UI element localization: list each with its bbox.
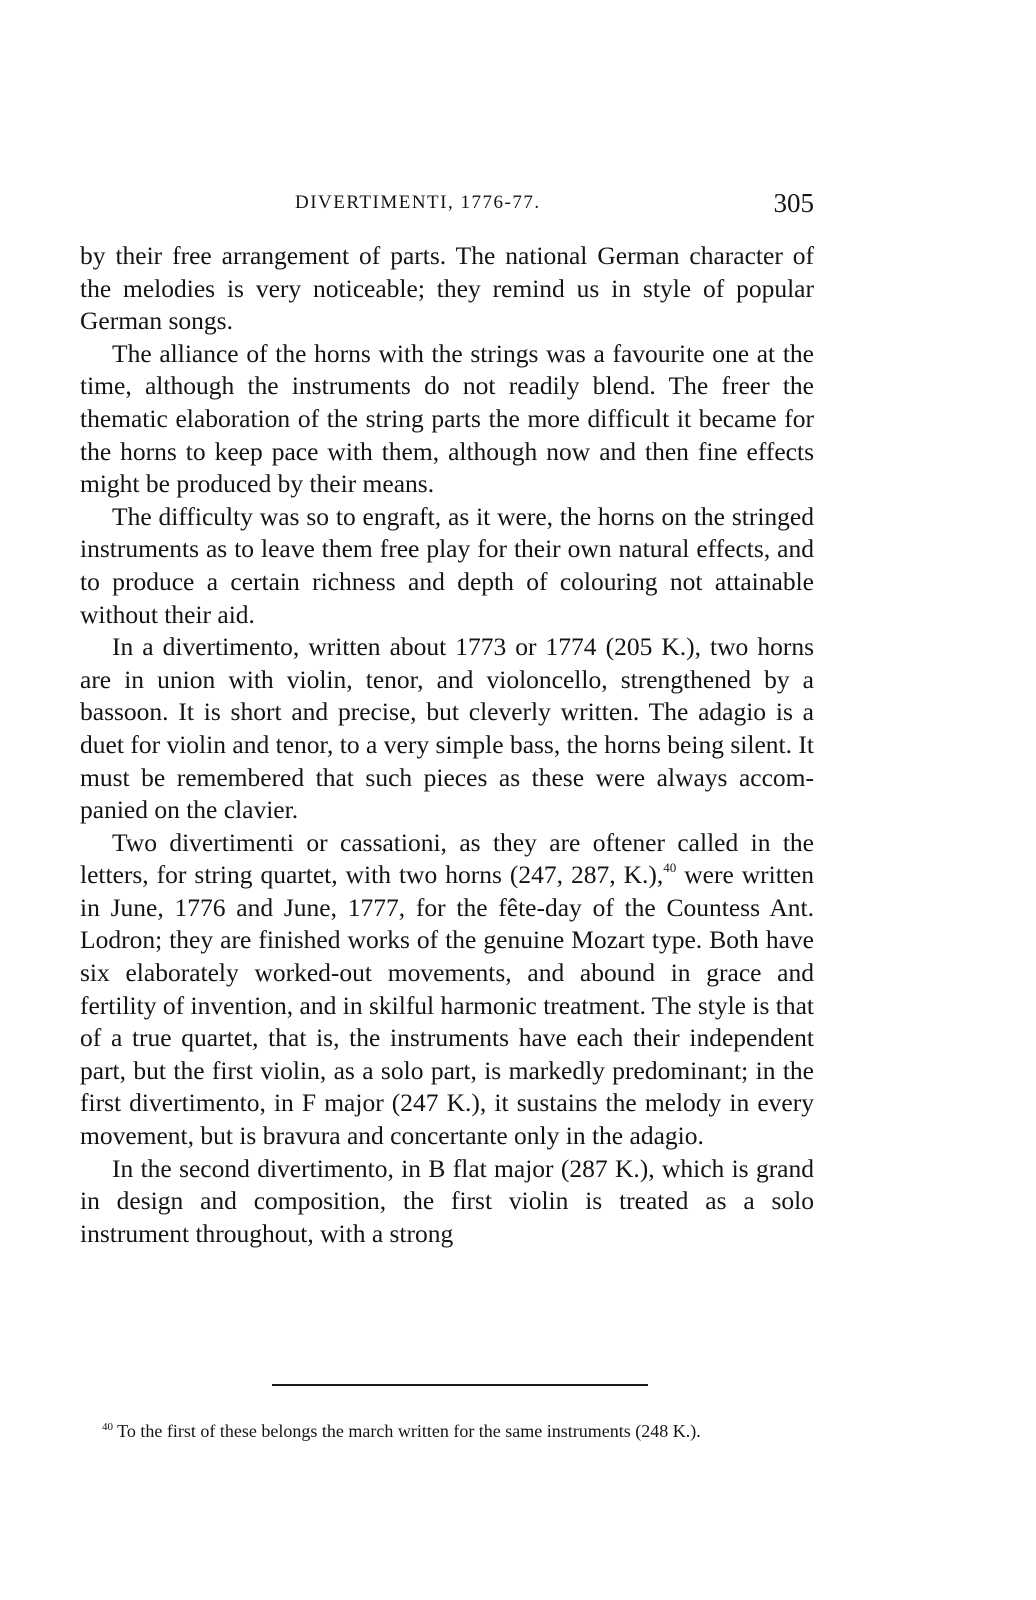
page-number: 305	[773, 188, 814, 218]
paragraph-5-text-a: Two divertimenti or cassationi, as they are oftener called in the letters, for string quartet, with two horns (247, 287, K.),	[80, 827, 814, 890]
paragraph-6: In the second divertimento, in B flat major (287 K.), which is grand in design and composition, the first violin is treated as a solo instrument throughout, with a strong	[80, 1153, 814, 1248]
footnote-divider	[272, 1384, 648, 1386]
running-title: DIVERTIMENTI, 1776-77.	[295, 192, 541, 213]
paragraph-2: The alliance of the horns with the strings was a favourite one at the time, although the instruments do not readily blend. The freer the thematic elaboration of the string parts the more difficult it became for the horns to keep pace with them, although now and then fine effects might be produced by their means.	[80, 338, 814, 499]
footnote-reference[interactable]: 40	[663, 859, 677, 875]
paragraph-5-text-b: were written in June, 1776 and June, 1777, for the fête-day of the Countess Ant. Lodron; they are finished works of the genuine Mozart type. Both have six elaborately worked-out movements, and abound in grace and fertility of invention, and in skilful harmonic treatment. The style is that of a true quartet, that is, the instruments have each their independent part, but the first violin, as a solo part, is markedly predominant; in the first divertimento, in F major (247 K.), it sustains the melody in every movement, but is bravura and concertante only in the adagio.	[80, 860, 814, 1151]
footnote-mark: 40	[102, 1421, 113, 1433]
footnote-text: To the first of these belongs the march written for the same instruments (248 K.).	[113, 1421, 701, 1441]
footnote	[80, 1418, 836, 1444]
paragraph-3: The difficulty was so to engraft, as it were, the horns on the stringed instruments as to leave them free play for their own natural effects, and to produce a certain richness and depth of colouring not attainable without their aid.	[80, 501, 814, 629]
body-text	[80, 240, 814, 1250]
running-head	[80, 186, 820, 220]
paragraph-5	[80, 827, 814, 1153]
paragraph-1: by their free arrangement of parts. The national German character of the melodies is very noticeable; they remind us in style of popular German songs.	[80, 241, 814, 336]
paragraph-4: In a divertimento, written about 1773 or 1774 (205 K.), two horns are in union with violin, tenor, and violoncello, strengthened by a bassoon. It is short and precise, but cleverly written. The adagio is a duet for violin and tenor, to a very simple bass, the horns being silent. It must be remembered that such pieces as these were always accompanied on the clavier.	[80, 632, 814, 825]
